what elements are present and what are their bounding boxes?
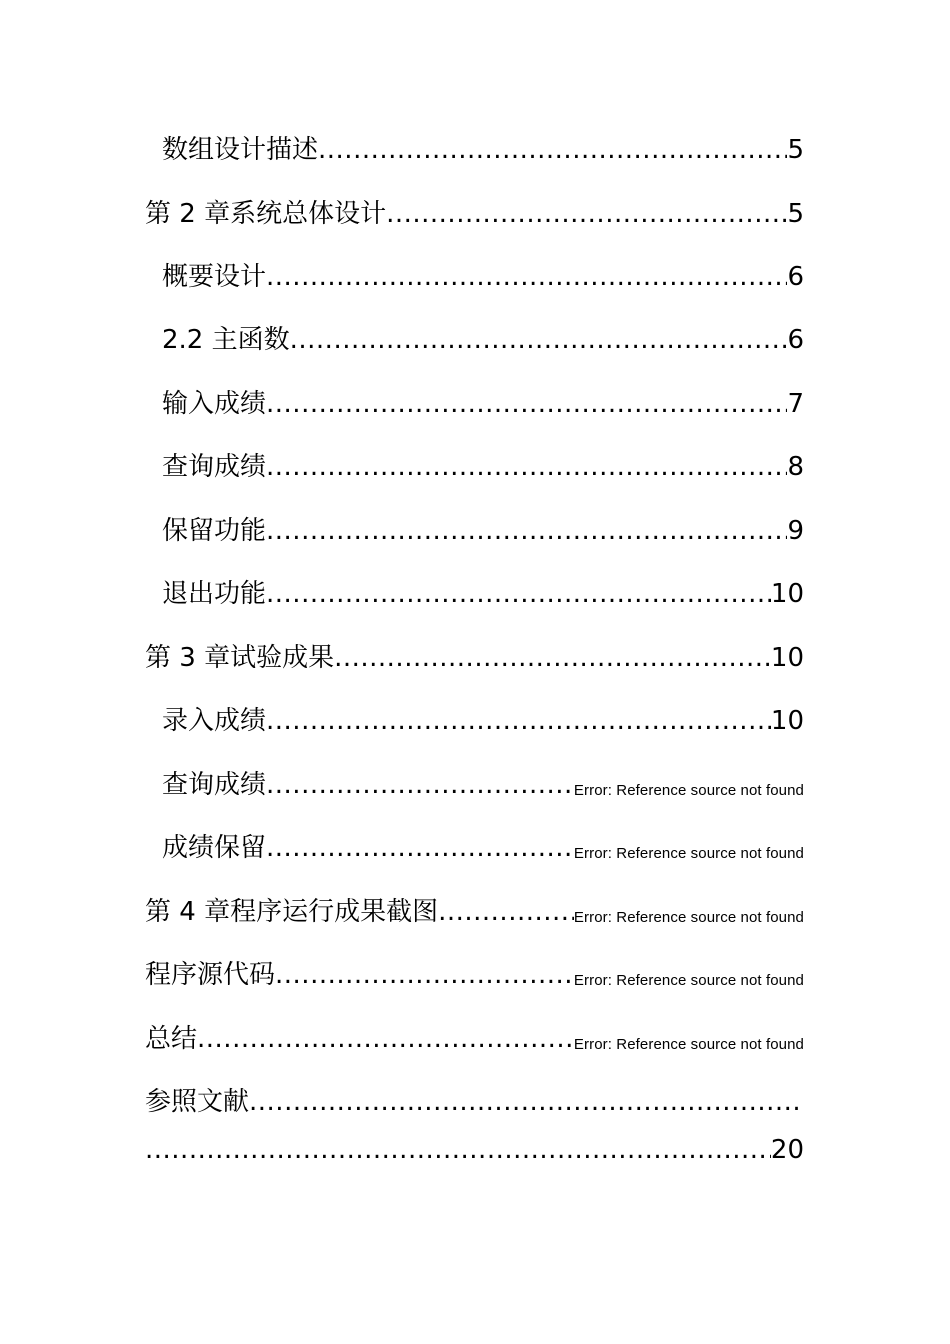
toc-entry-title: 概要设计 <box>162 262 267 292</box>
toc-entry-continuation[interactable] <box>145 1130 804 1170</box>
toc-entry-page: 9 <box>787 516 804 546</box>
toc-entry-title: 查询成绩 <box>162 770 267 800</box>
toc-dot-leader <box>266 828 574 868</box>
toc-entry[interactable] <box>145 955 804 995</box>
toc-dot-leader <box>275 955 574 995</box>
toc-entry[interactable] <box>145 892 804 932</box>
toc-entry[interactable] <box>162 320 804 360</box>
toc-entry[interactable] <box>162 130 804 170</box>
toc-entry-title: 退出功能 <box>162 579 267 609</box>
toc-entry-page: 20 <box>770 1135 804 1165</box>
toc-entry-page: 10 <box>770 643 804 673</box>
toc-dot-leader <box>249 1082 804 1122</box>
toc-entry-title: 保留功能 <box>162 516 267 546</box>
toc-entry-page-error: Error: Reference source not found <box>573 1036 804 1053</box>
toc-dot-leader <box>334 638 771 678</box>
toc-entry-title: 查询成绩 <box>162 452 267 482</box>
toc-entry-title: 数组设计描述 <box>162 135 319 165</box>
toc-entry-title: 成绩保留 <box>162 833 267 863</box>
toc-entry-page: 5 <box>787 199 804 229</box>
toc-dot-leader <box>145 1130 771 1170</box>
toc-entry-page: 7 <box>787 389 804 419</box>
toc-dot-leader <box>438 892 574 932</box>
toc-entry[interactable] <box>145 1019 804 1059</box>
toc-entry-page-error: Error: Reference source not found <box>573 845 804 862</box>
toc-entry-title: 程序源代码 <box>145 960 276 990</box>
toc-dot-leader <box>290 320 788 360</box>
toc-entry-page-error: Error: Reference source not found <box>573 972 804 989</box>
toc-entry-page: 8 <box>787 452 804 482</box>
toc-entry-page-error: Error: Reference source not found <box>573 909 804 926</box>
toc-entry-page-error: Error: Reference source not found <box>573 782 804 799</box>
toc-entry-title: 录入成绩 <box>162 706 267 736</box>
toc-entry[interactable] <box>162 384 804 424</box>
toc-entry[interactable] <box>162 257 804 297</box>
toc-entry-title: 第 4 章程序运行成果截图 <box>145 897 439 927</box>
toc-entry[interactable] <box>162 447 804 487</box>
toc-entry-title: 输入成绩 <box>162 389 267 419</box>
toc-dot-leader <box>266 574 771 614</box>
toc-dot-leader <box>266 701 771 741</box>
toc-dot-leader <box>266 257 787 297</box>
toc-entry[interactable] <box>162 574 804 614</box>
toc-entry-page: 10 <box>770 579 804 609</box>
toc-dot-leader <box>386 194 787 234</box>
toc-entry-title: 第 2 章系统总体设计 <box>145 199 387 229</box>
toc-dot-leader <box>266 384 787 424</box>
toc-entry-title: 2.2 主函数 <box>162 325 290 355</box>
toc-dot-leader <box>318 130 787 170</box>
toc-entry[interactable] <box>162 511 804 551</box>
toc-entry[interactable] <box>162 828 804 868</box>
toc-entry[interactable] <box>162 765 804 805</box>
toc-dot-leader <box>266 447 787 487</box>
toc-entry-page: 10 <box>770 706 804 736</box>
toc-entry[interactable] <box>145 1082 804 1122</box>
toc-entry[interactable] <box>145 194 804 234</box>
toc-dot-leader <box>266 511 787 551</box>
toc-entry[interactable] <box>162 701 804 741</box>
toc-entry-page: 6 <box>787 262 804 292</box>
toc-entry-title: 参照文献 <box>145 1087 250 1117</box>
toc-dot-leader <box>197 1019 574 1059</box>
toc-entry-title: 总结 <box>145 1024 198 1054</box>
toc-entry-title: 第 3 章试验成果 <box>145 643 335 673</box>
toc-entry-page: 5 <box>787 135 804 165</box>
toc-dot-leader <box>266 765 574 805</box>
toc-entry-page: 6 <box>787 325 804 355</box>
toc-entry[interactable] <box>145 638 804 678</box>
